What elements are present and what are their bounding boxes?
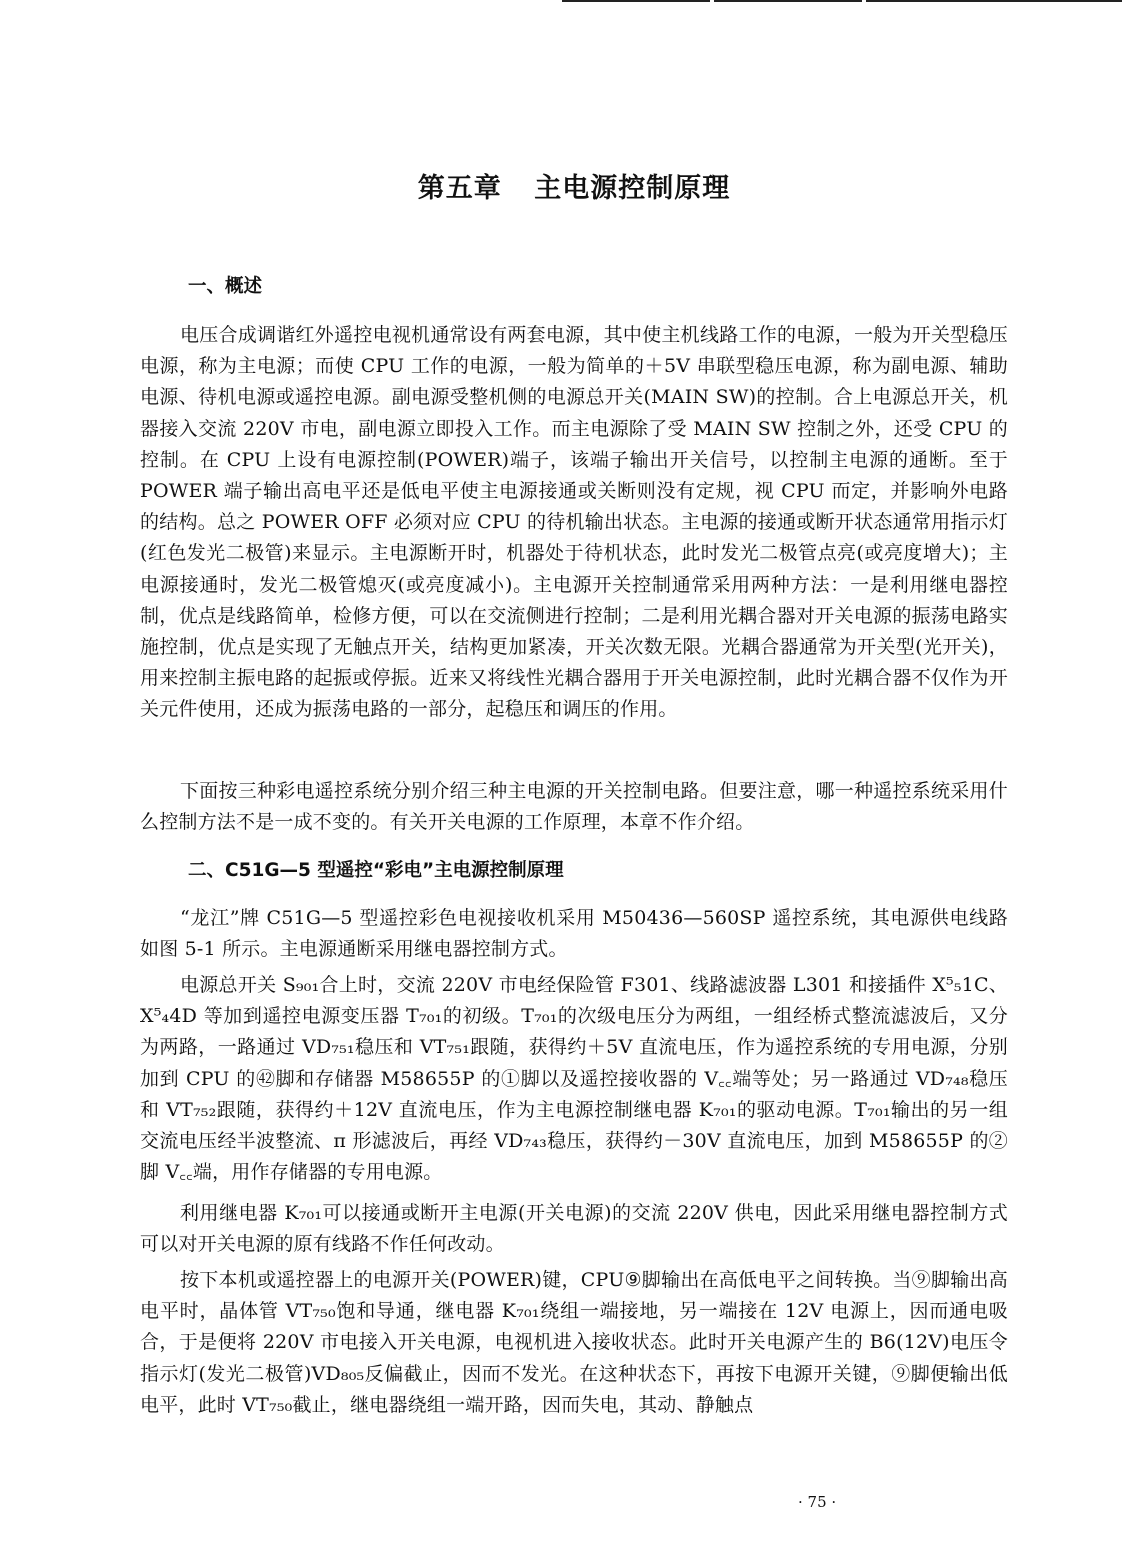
paragraph-c51g5-3: 利用继电器 K₇₀₁可以接通或断开主电源(开关电源)的交流 220V 供电，因此采用继电器控制方式可以对开关电源的原有线路不作任何改动。 xyxy=(140,1202,1008,1256)
scan-edge-line xyxy=(714,0,862,2)
section-heading-overview: 一、概述 xyxy=(188,276,263,297)
paragraph-c51g5-2: 电源总开关 S₉₀₁合上时，交流 220V 市电经保险管 F301、线路滤波器 L301 和接插件 X⁵₅1C、X⁵₄4D 等加到遥控电源变压器 T₇₀₁的初级。T₇₀₁的次级电压分为两组，一组经桥式整流滤波后，又分为两路，一路通过 VD₇₅₁稳压和 VT₇₅₁跟随，获得约＋5V 直流电压，作为遥控系统的专用电源，分别加到 CPU 的㊷脚和存储器 M58655P 的①脚以及遥控接收器的 V꜀꜀端等处；另一路通过 VD₇₄₈稳压和 VT₇₅₂跟随，获得约＋12V 直流电压，作为主电源控制继电器 K₇₀₁的驱动电源。T₇₀₁输出的另一组交流电压经半波整流、π 形滤波后，再经 VD₇₄₃稳压，获得约－30V 直流电压，加到 M58655P 的②脚 V꜀꜀端，用作存储器的专用电源。 xyxy=(140,974,1008,1184)
paragraph-c51g5-1: “龙江”牌 C51G—5 型遥控彩色电视接收机采用 M50436—560SP 遥控系统，其电源供电线路如图 5-1 所示。主电源通断采用继电器控制方式。 xyxy=(140,907,1008,961)
chapter-title: 第五章 主电源控制原理 xyxy=(417,173,731,204)
paragraph-c51g5-4: 按下本机或遥控器上的电源开关(POWER)键，CPU⑨脚输出在高低电平之间转换。当⑨脚输出高电平时，晶体管 VT₇₅₀饱和导通，继电器 K₇₀₁绕组一端接地，另一端接在 12V 电源上，因而通电吸合，于是便将 220V 市电接入开关电源，电视机进入接收状态。此时开关电源产生的 B6(12V)电压令指示灯(发光二极管)VD₈₀₅反偏截止，因而不发光。在这种状态下，再按下电源开关键，⑨脚便输出低电平，此时 VT₇₅₀截止，继电器绕组一端开路，因而失电，其动、静触点 xyxy=(140,1269,1008,1416)
page-number: · 75 · xyxy=(798,1493,837,1511)
scan-edge-line xyxy=(866,0,1122,2)
paragraph-overview-1: 电压合成调谐红外遥控电视机通常设有两套电源，其中使主机线路工作的电源，一般为开关型稳压电源，称为主电源；而使 CPU 工作的电源，一般为简单的＋5V 串联型稳压电源，称为副电源、辅助电源、待机电源或遥控电源。副电源受整机侧的电源总开关(MAIN SW)的控制。合上电源总开关，机器接入交流 220V 市电，副电源立即投入工作。而主电源除了受 MAIN SW 控制之外，还受 CPU 的控制。在 CPU 上设有电源控制(POWER)端子，该端子输出开关信号，以控制主电源的通断。至于 POWER 端子输出高电平还是低电平使主电源接通或关断则没有定规，视 CPU 而定，并影响外电路的结构。总之 POWER OFF 必须对应 CPU 的待机输出状态。主电源的接通或断开状态通常用指示灯(红色发光二极管)来显示。主电源断开时，机器处于待机状态，此时发光二极管点亮(或亮度增大)；主电源接通时，发光二极管熄灭(或亮度减小)。主电源开关控制通常采用两种方法：一是利用继电器控制，优点是线路简单，检修方便，可以在交流侧进行控制；二是利用光耦合器对开关电源的振荡电路实施控制，优点是实现了无触点开关，结构更加紧凑，开关次数无限。光耦合器通常为开关型(光开关)，用来控制主振电路的起振或停振。近来又将线性光耦合器用于开关电源控制，此时光耦合器不仅作为开关元件使用，还成为振荡电路的一部分，起稳压和调压的作用。 xyxy=(140,324,1008,721)
paragraph-overview-2: 下面按三种彩电遥控系统分别介绍三种主电源的开关控制电路。但要注意，哪一种遥控系统采用什么控制方法不是一成不变的。有关开关电源的工作原理，本章不作介绍。 xyxy=(140,780,1008,834)
section-heading-c51g5: 二、C51G—5 型遥控“彩电”主电源控制原理 xyxy=(188,860,564,881)
scan-edge-line xyxy=(562,0,710,2)
